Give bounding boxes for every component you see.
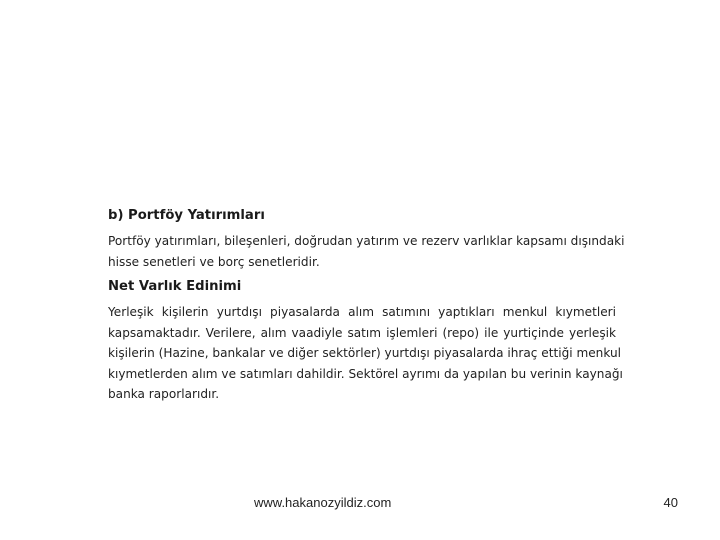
- document-excerpt: [108, 205, 625, 405]
- section-heading-portfoy-yatirimlari: b) Portföy Yatırımları: [108, 208, 265, 223]
- paragraph-line: kıymetlerden alım ve satımları dahildir. Sektörel ayrımı da yapılan bu verinin kaynağı: [108, 366, 623, 381]
- section-paragraph-portfoy-yatirimlari: [108, 231, 625, 272]
- paragraph-line: kapsamaktadır. Verilere, alım vaadiyle satım işlemleri (repo) ile yurtiçinde yerleşik: [108, 325, 616, 340]
- paragraph-line: banka raporlarıdır.: [108, 387, 220, 401]
- paragraph-line: hisse senetleri ve borç senetleridir.: [108, 254, 320, 269]
- page-number: 40: [663, 495, 678, 510]
- section-paragraph-net-varlik-edinimi: [108, 302, 623, 405]
- paragraph-line: Portföy yatırımları, bileşenleri, doğrudan yatırım ve rezerv varlıklar kapsamı dışındaki: [108, 234, 625, 248]
- footer-website: www.hakanozyildiz.com: [254, 495, 392, 510]
- section-heading-net-varlik-edinimi: Net Varlık Edinimi: [108, 279, 242, 294]
- paragraph-line: kişilerin (Hazine, bankalar ve diğer sektörler) yurtdışı piyasalarda ihraç ettiği menkul: [108, 346, 622, 360]
- paragraph-line: Yerleşik kişilerin yurtdışı piyasalarda alım satımını yaptıkları menkul kıymetleri: [108, 305, 616, 319]
